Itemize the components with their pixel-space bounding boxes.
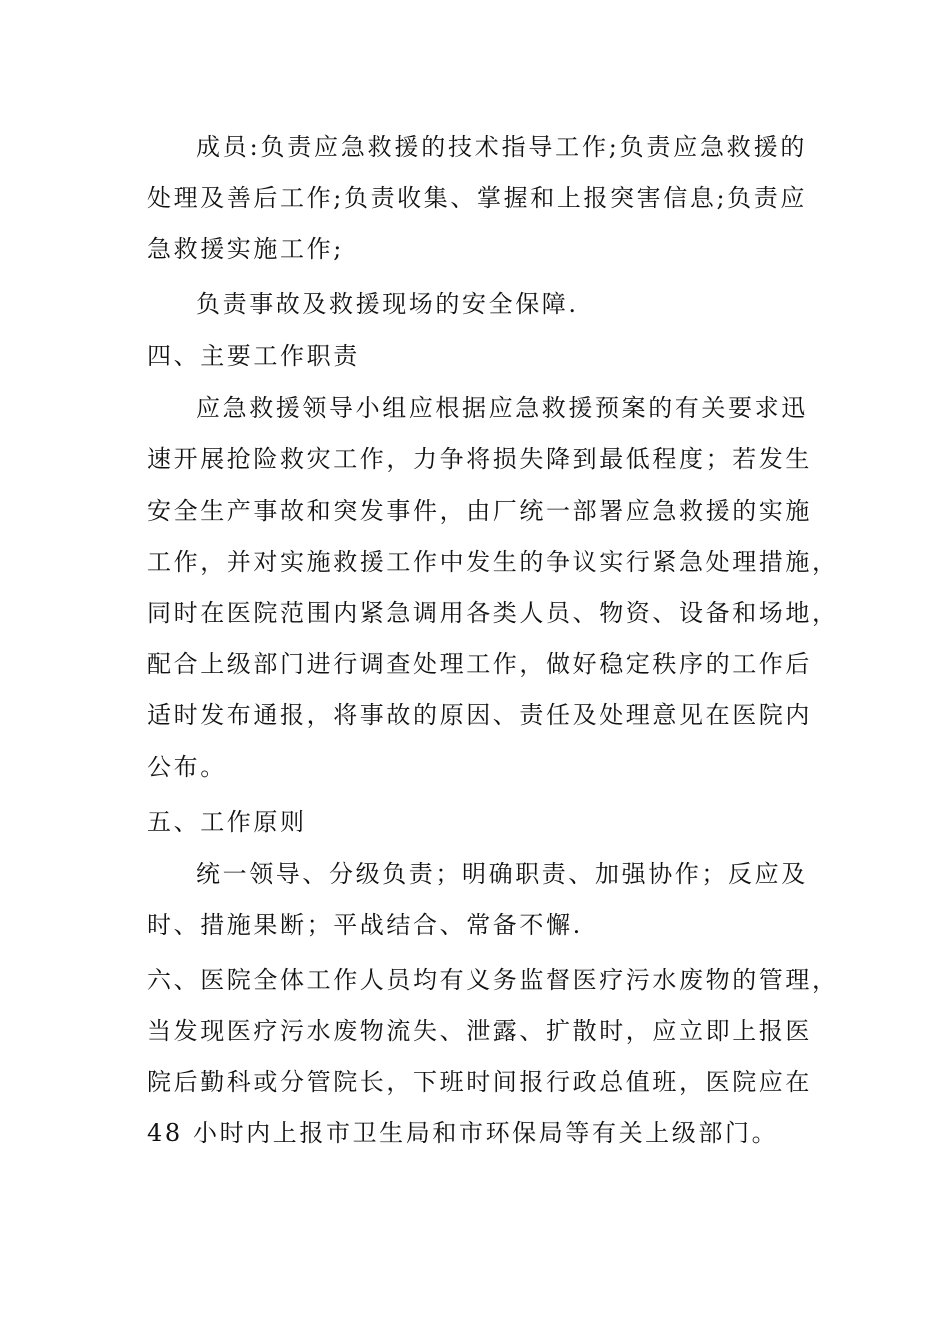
section-4-line-7: 适时发布通报，将事故的原因、责任及处理意见在医院内 bbox=[147, 701, 812, 730]
section-4-line-1: 应急救援领导小组应根据应急救援预案的有关要求迅 bbox=[196, 394, 808, 423]
section-4-line-3: 安全生产事故和突发事件，由厂统一部署应急救援的实施 bbox=[147, 496, 812, 525]
section-6-line-2: 当发现医疗污水废物流失、泄露、扩散时，应立即上报医 bbox=[147, 1016, 812, 1045]
section-6-line-4: 48 小时内上报市卫生局和市环保局等有关上级部门。 bbox=[147, 1119, 779, 1148]
section-4-line-8: 公布。 bbox=[147, 752, 227, 781]
section-4-line-2: 速开展抢险救灾工作，力争将损失降到最低程度；若发生 bbox=[147, 445, 812, 474]
section-6-line-1: 六、医院全体工作人员均有义务监督医疗污水废物的管理， bbox=[147, 965, 839, 994]
section-5-line-1: 统一领导、分级负责；明确职责、加强协作；反应及 bbox=[196, 860, 808, 889]
members-line-3: 急救援实施工作; bbox=[147, 235, 344, 264]
section-5-line-2: 时、措施果断；平战结合、常备不懈. bbox=[147, 911, 583, 940]
document-page bbox=[147, 122, 839, 1159]
section-4-line-6: 配合上级部门进行调查处理工作，做好稳定秩序的工作后 bbox=[147, 650, 812, 679]
section-6-line-3: 院后勤科或分管院长，下班时间报行政总值班，医院应在 bbox=[147, 1068, 812, 1096]
members-line-1: 成员:负责应急救援的技术指导工作;负责应急救援的 bbox=[196, 133, 807, 161]
section-5-heading: 五、工作原则 bbox=[147, 807, 307, 836]
section-4-line-4: 工作，并对实施救援工作中发生的争议实行紧急处理措施， bbox=[147, 547, 839, 576]
section-4-heading: 四、主要工作职责 bbox=[147, 341, 360, 370]
safety-line: 负责事故及救援现场的安全保障. bbox=[196, 289, 579, 318]
members-line-2: 处理及善后工作;负责收集、掌握和上报突害信息;负责应 bbox=[147, 184, 807, 213]
section-4-line-5: 同时在医院范围内紧急调用各类人员、物资、设备和场地， bbox=[147, 599, 839, 627]
